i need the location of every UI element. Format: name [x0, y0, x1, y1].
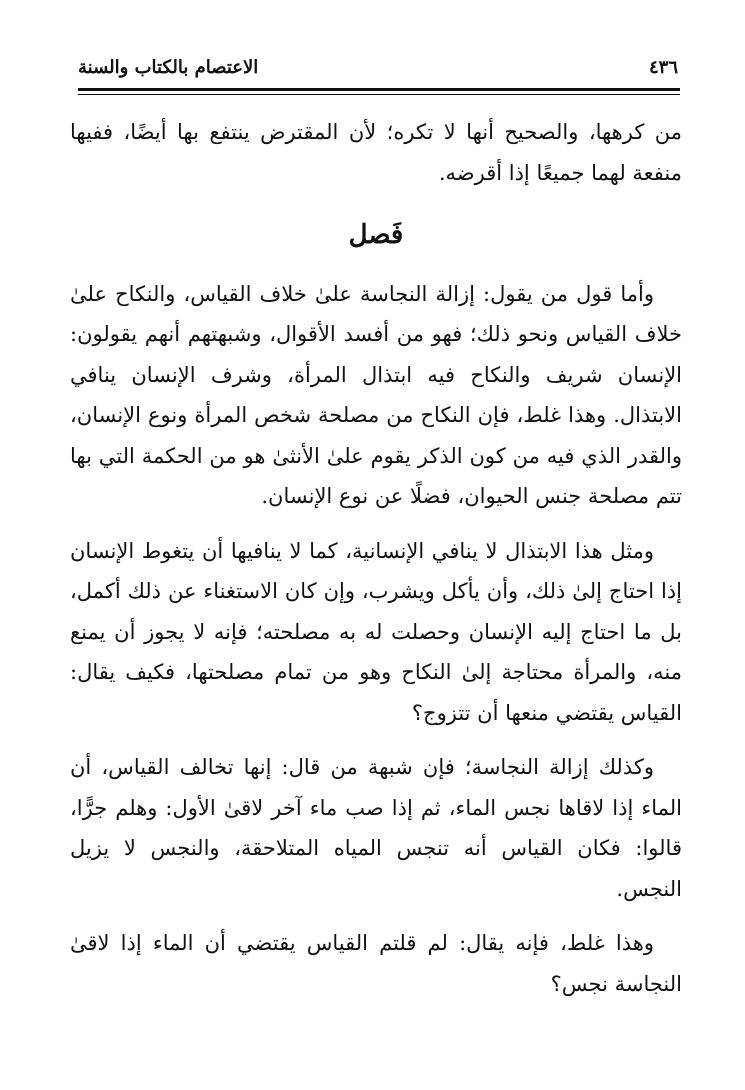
paragraph-5: وهذا غلط، فإنه يقال: لم قلتم القياس يقتضي أن الماء إذا لاقىٰ النجاسة نجس؟: [70, 931, 682, 996]
running-title: الاعتصام بالكتاب والسنة: [78, 56, 259, 78]
header-rule-thin: [78, 94, 680, 95]
header-rule-thick: [78, 88, 680, 91]
paragraph-3: ومثل هذا الابتذال لا ينافي الإنسانية، كما لا ينافيها أن يتغوط الإنسان إذا احتاج إلىٰ ذلك، وأن يأكل ويشرب، وإن كان الاستغناء عن ذلك أكمل، بل ما احتاج إليه الإنسان وحصلت له به مصلحته؛ فإنه لا يجوز أن يمنع منه، والمرأة محتاجة إلىٰ النكاح وهو من تمام مصلحتها، فكيف يقال: القياس يقتضي منعها أن تتزوج؟: [70, 538, 682, 725]
section-heading: فَصل: [348, 220, 404, 250]
page-body: [70, 112, 682, 1018]
paragraph-2: وأما قول من يقول: إزالة النجاسة علىٰ خلاف القياس، والنكاح علىٰ خلاف القياس ونحو ذلك؛ فهو من أفسد الأقوال، وشبهتهم أنهم يقولون: الإنسان شريف والنكاح فيه ابتذال المرأة، وشرف الإنسان ينافي الابتذال. وهذا غلط، فإن النكاح من مصلحة شخص المرأة ونوع الإنسان، والقدر الذي فيه من كون الذكر يقوم علىٰ الأنثىٰ هو من الحكمة التي بها تتم مصلحة جنس الحيوان، فضلًا عن نوع الإنسان.: [70, 281, 682, 508]
page-number: ٤٣٦: [648, 56, 678, 78]
paragraph-4: وكذلك إزالة النجاسة؛ فإن شبهة من قال: إنها تخالف القياس، أن الماء إذا لاقاها نجس الماء، ثم إذا صب ماء آخر لاقىٰ الأول: وهلم جرًّا، قالوا: فكان القياس أنه تنجس المياه المتلاحقة، والنجس لا يزيل النجس.: [70, 755, 682, 901]
running-header: [78, 52, 678, 82]
paragraph-1: من كرهها، والصحيح أنها لا تكره؛ لأن المقترض ينتفع بها أيضًا، ففيها منفعة لهما جميعًا إذا أقرضه.: [70, 120, 682, 185]
